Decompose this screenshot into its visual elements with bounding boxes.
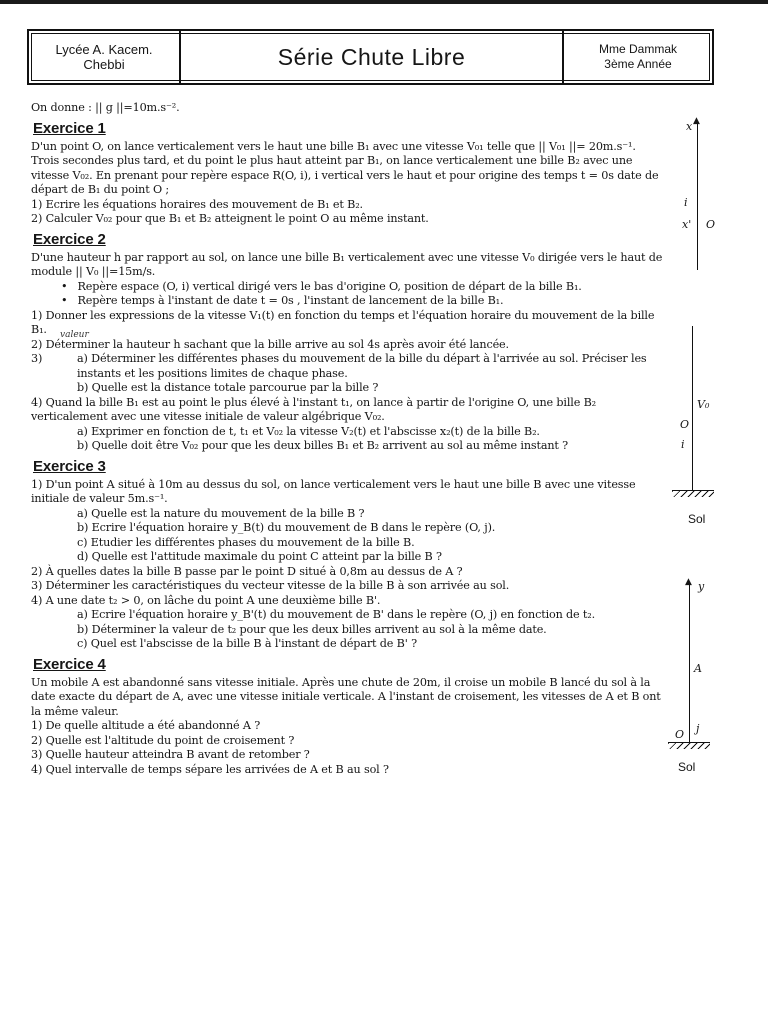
fig3-axis-line [689, 584, 690, 742]
fig1-i-label: i [684, 196, 688, 209]
ex4-question-3: 3) Quelle hauteur atteindra B avant de retomber ? [31, 748, 310, 761]
fig2-o-label: O [680, 418, 690, 431]
ex3-question-3: 3) Déterminer les caractéristiques du vecteur vitesse de la bille B à son arrivée au sol. [31, 579, 510, 592]
ex2-bullet-space: • Repère espace (O, i) vertical dirigé vers le bas d'origine O, position de départ de la bille B₁. [31, 280, 671, 295]
ex2-question-2: 2) Déterminer la hauteur h sachant que la bille arrive au sol 4s après avoir été lancée. [31, 337, 509, 351]
ex4-question-4: 4) Quel intervalle de temps sépare les arrivées de A et B au sol ? [31, 762, 389, 776]
class-level: 3ème Année [604, 57, 672, 71]
exercise-4-title: Exercice 4 [33, 655, 106, 673]
teacher-name: Mme Dammak [598, 42, 677, 56]
page-title: Série Chute Libre [277, 43, 466, 70]
exercise-3-title: Exercice 3 [33, 457, 106, 475]
teacher-cell [562, 31, 712, 83]
fig2-ground [672, 490, 714, 497]
ex1-statement: D'un point O, on lance verticalement vers le haut une bille B₁ avec une vitesse V₀₁ telle que || V₀₁ ||= 20m.s⁻¹. [31, 139, 636, 153]
ex2-question-3 [31, 352, 671, 396]
ex3-q4c: c) Quel est l'abscisse de la bille B à l'instant de départ de B' ? [77, 637, 417, 650]
ex3-q1a: a) Quelle est la nature du mouvement de la bille B ? [77, 506, 365, 520]
fig3-ground [668, 742, 710, 749]
exercise-2-title: Exercice 2 [33, 230, 106, 248]
ex2-statement: D'une hauteur h par rapport au sol, on lance une bille B₁ verticalement avec une vitesse V₀ dirigée vers le haut de module || V₀ ||=15m/s. [31, 250, 663, 278]
arrow-up-icon: ▲ [693, 116, 700, 126]
fig2-axis-line [692, 326, 693, 490]
ex3-q4b: b) Déterminer la valeur de t₂ pour que les deux billes arrivent au sol à la même date. [77, 622, 547, 636]
fig1-xprime-label: x' [682, 218, 692, 231]
ex3-question-1: 1) D'un point A situé à 10m au dessus du sol, on lance verticalement vers le haut une bille B avec une vitesse initiale de valeur 5m.s⁻¹. [31, 477, 636, 505]
fig3-j-label: j [696, 722, 700, 735]
worksheet-content [31, 101, 671, 777]
ex2-q3a: a) Déterminer les différentes phases du mouvement de la bille du départ à l'arrivée au sol. Préciser les instants et les positions limites de chaque phase. [77, 352, 647, 380]
fig3-o-label: O [675, 728, 685, 741]
ex4-statement: Un mobile A est abandonné sans vitesse initiale. Après une chute de 20m, il croise un mobile B lancé du sol à la date exacte du départ de A, avec une vitesse initiale verticale. A l'instant de croisement, les vitesses de A et B ont la même valeur. [31, 675, 661, 718]
ex2-q4b: b) Quelle doit être V₀₂ pour que les deux billes B₁ et B₂ arrivent au sol au même instant ? [77, 439, 569, 452]
school-name-2: Chebbi [83, 57, 125, 72]
fig3-a-label: A [694, 662, 702, 675]
school-cell [29, 31, 181, 83]
given-data: On donne : || g ||=10m.s⁻². [31, 101, 180, 114]
fig3-sol-label: Sol [678, 760, 696, 774]
fig1-o-label: O [706, 218, 716, 231]
handwritten-note: valeur [60, 330, 89, 340]
ex2-q3-number: 3) [31, 352, 43, 365]
ex1-question-2: 2) Calculer V₀₂ pour que B₁ et B₂ atteignent le point O au même instant. [31, 212, 429, 225]
ex1-statement-2: Trois secondes plus tard, et du point le plus haut atteint par B₁, on lance verticalement une bille B₂ avec une vitesse V₀₂. En prenant pour repère espace R(O, i), i vertical vers le haut et pour origine des temps t = 0s date de départ de B₁ du point O ; [31, 154, 659, 196]
header-box [27, 29, 714, 85]
ex3-q1b: b) Ecrire l'équation horaire y_B(t) du mouvement de B dans le repère (O, j). [77, 521, 496, 534]
ex3-q1c: c) Etudier les différentes phases du mouvement de la bille B. [77, 535, 415, 549]
ex1-question-1: 1) Ecrire les équations horaires des mouvement de B₁ et B₂. [31, 197, 363, 211]
arrow-up-icon: ▲ [685, 577, 692, 587]
ex4-question-2: 2) Quelle est l'altitude du point de croisement ? [31, 733, 295, 747]
ex2-bullet-time: • Repère temps à l'instant de date t = 0s , l'instant de lancement de la bille B₁. [31, 294, 671, 309]
school-name: Lycée A. Kacem. [55, 42, 153, 57]
page-top-edge [0, 0, 768, 4]
ex3-question-2: 2) À quelles dates la bille B passe par le point D situé à 0,8m au dessus de A ? [31, 564, 463, 578]
fig3-y-label: y [698, 580, 705, 593]
ex3-question-4: 4) A une date t₂ > 0, on lâche du point A une deuxième bille B'. [31, 593, 381, 607]
ex3-q1d: d) Quelle est l'attitude maximale du point C atteint par la bille B ? [77, 550, 442, 563]
ex2-q3b: b) Quelle est la distance totale parcourue par la bille ? [77, 381, 379, 394]
ex2-q4a: a) Exprimer en fonction de t, t₁ et V₀₂ la vitesse V₂(t) et l'abscisse x₂(t) de la bille B₂. [77, 424, 540, 438]
ex4-question-1: 1) De quelle altitude a été abandonné A ? [31, 719, 261, 732]
fig1-x-label: x [686, 120, 693, 133]
ex2-question-4: 4) Quand la bille B₁ est au point le plus élevé à l'instant t₁, on lance à partir de l'origine O, une bille B₂ verticalement avec une vitesse initiale de valeur algébrique V₀₂. [31, 395, 597, 423]
exercise-1-title: Exercice 1 [33, 119, 106, 137]
fig2-v0-label: V₀ [697, 398, 710, 411]
ex3-q4a: a) Ecrire l'équation horaire y_B'(t) du mouvement de B' dans le repère (O, j) en fonction de t₂. [77, 608, 596, 621]
ex2-question-1: 1) Donner les expressions de la vitesse V₁(t) en fonction du temps et l'équation horaire du mouvement de la bille B₁. [31, 308, 655, 336]
fig2-sol-label: Sol [688, 512, 706, 526]
fig2-i-label: i [681, 438, 685, 451]
fig1-axis-line [697, 122, 698, 270]
